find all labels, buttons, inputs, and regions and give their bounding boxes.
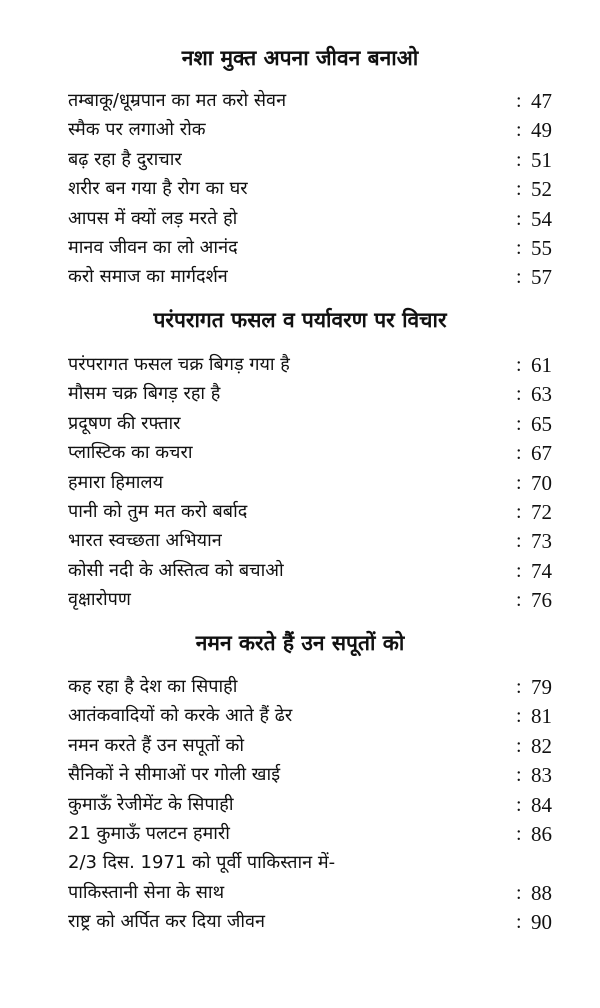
page-number: 57 xyxy=(531,265,552,290)
section-heading: नशा मुक्त अपना जीवन बनाओ xyxy=(181,46,419,70)
page-number: 65 xyxy=(531,411,552,436)
toc-entry xyxy=(68,175,552,203)
toc-entry xyxy=(68,263,552,291)
toc-entry xyxy=(68,234,552,262)
entry-title: परंपरागत फसल चक्र बिगड़ गया है xyxy=(68,354,290,375)
separator-colon: : xyxy=(516,823,522,845)
separator-colon: : xyxy=(516,764,522,787)
entry-title: स्मैक पर लगाओ रोक xyxy=(68,119,206,141)
separator-colon: : xyxy=(516,178,522,201)
entry-title: सैनिकों ने सीमाओं पर गोली खाई xyxy=(68,764,281,786)
toc-entry xyxy=(68,557,552,585)
page-number: 70 xyxy=(531,470,552,495)
toc-entry xyxy=(68,439,552,467)
entry-title: 21 कुमाऊँ पलटन हमारी xyxy=(68,823,230,844)
separator-colon: : xyxy=(516,383,522,406)
section-heading: नमन करते हैं उन सपूतों को xyxy=(195,631,405,655)
page-number: 55 xyxy=(531,236,552,260)
page-number: 83 xyxy=(531,763,552,788)
separator-colon: : xyxy=(516,237,522,259)
separator-colon: : xyxy=(516,793,522,816)
toc-entry xyxy=(68,673,552,701)
page-number: 90 xyxy=(531,910,552,935)
toc-entry xyxy=(68,702,552,730)
separator-colon: : xyxy=(516,412,522,435)
page-number: 47 xyxy=(531,89,552,113)
entry-title: आपस में क्यों लड़ मरते हो xyxy=(68,207,238,229)
toc-entry xyxy=(68,732,552,760)
toc-entry xyxy=(68,146,552,174)
entry-title: मानव जीवन का लो आनंद xyxy=(68,237,238,258)
entry-title: हमारा हिमालय xyxy=(68,471,164,493)
page-number: 67 xyxy=(531,441,552,466)
entry-title: पानी को तुम मत करो बर्बाद xyxy=(68,501,248,522)
toc-entry xyxy=(68,791,552,819)
separator-colon: : xyxy=(516,559,522,582)
page-number: 76 xyxy=(531,588,552,613)
separator-colon: : xyxy=(516,881,522,904)
entry-title: मौसम चक्र बिगड़ रहा है xyxy=(68,383,221,405)
toc-entry xyxy=(68,908,552,936)
entry-title: भारत स्वच्छता अभियान xyxy=(68,530,222,552)
toc-entry xyxy=(68,849,552,877)
page-number: 74 xyxy=(531,558,552,583)
separator-colon: : xyxy=(516,676,522,698)
entry-title: करो समाज का मार्गदर्शन xyxy=(68,266,228,288)
page-number: 86 xyxy=(531,822,552,846)
entry-title: आतंकवादियों को करके आते हैं ढेर xyxy=(68,705,293,727)
entry-title: 2/3 दिस. 1971 को पूर्वी पाकिस्तान में- xyxy=(68,852,336,874)
separator-colon: : xyxy=(516,530,522,553)
toc-entry xyxy=(68,87,552,115)
entry-title: पाकिस्तानी सेना के साथ xyxy=(68,881,225,903)
entry-title: तम्बाकू/धूम्रपान का मत करो सेवन xyxy=(68,90,287,111)
separator-colon: : xyxy=(516,589,522,612)
separator-colon: : xyxy=(516,471,522,494)
toc-entry xyxy=(68,879,552,907)
toc-entry xyxy=(68,205,552,233)
separator-colon: : xyxy=(516,442,522,465)
section-heading: परंपरागत फसल व पर्यावरण पर विचार xyxy=(153,308,447,332)
toc-entry xyxy=(68,469,552,497)
entry-title: बढ़ रहा है दुराचार xyxy=(68,148,182,170)
page-number: 79 xyxy=(531,675,552,699)
toc-entry xyxy=(68,116,552,144)
separator-colon: : xyxy=(516,90,522,112)
page-number: 49 xyxy=(531,118,552,143)
entry-title: कुमाऊँ रेजीमेंट के सिपाही xyxy=(68,793,234,815)
toc-entry xyxy=(68,820,552,848)
page-number: 88 xyxy=(531,880,552,905)
separator-colon: : xyxy=(516,207,522,230)
page-number: 84 xyxy=(531,792,552,817)
toc-entry xyxy=(68,527,552,555)
separator-colon: : xyxy=(516,119,522,142)
page-number: 82 xyxy=(531,733,552,758)
entry-title: शरीर बन गया है रोग का घर xyxy=(68,178,248,200)
page-number: 51 xyxy=(531,147,552,172)
toc-entry xyxy=(68,761,552,789)
page-number: 63 xyxy=(531,382,552,407)
separator-colon: : xyxy=(516,705,522,728)
separator-colon: : xyxy=(516,501,522,523)
page-number: 73 xyxy=(531,529,552,554)
entry-title: प्रदूषण की रफ्तार xyxy=(68,412,181,434)
toc-entry xyxy=(68,586,552,614)
page-number: 52 xyxy=(531,177,552,202)
separator-colon: : xyxy=(516,148,522,171)
entry-title: कोसी नदी के अस्तित्व को बचाओ xyxy=(68,559,284,581)
entry-title: वृक्षारोपण xyxy=(68,589,131,611)
entry-title: कह रहा है देश का सिपाही xyxy=(68,676,238,697)
separator-colon: : xyxy=(516,354,522,376)
toc-entry xyxy=(68,498,552,526)
separator-colon: : xyxy=(516,734,522,757)
toc-entry xyxy=(68,410,552,438)
entry-title: राष्ट्र को अर्पित कर दिया जीवन xyxy=(68,911,266,933)
page-number: 61 xyxy=(531,353,552,377)
toc-entry xyxy=(68,380,552,408)
entry-title: नमन करते हैं उन सपूतों को xyxy=(68,734,245,756)
page-number: 54 xyxy=(531,206,552,231)
page-number: 72 xyxy=(531,500,552,524)
separator-colon: : xyxy=(516,911,522,934)
entry-title: प्लास्टिक का कचरा xyxy=(68,442,193,464)
page-number: 81 xyxy=(531,704,552,729)
toc-entry xyxy=(68,351,552,379)
separator-colon: : xyxy=(516,266,522,289)
